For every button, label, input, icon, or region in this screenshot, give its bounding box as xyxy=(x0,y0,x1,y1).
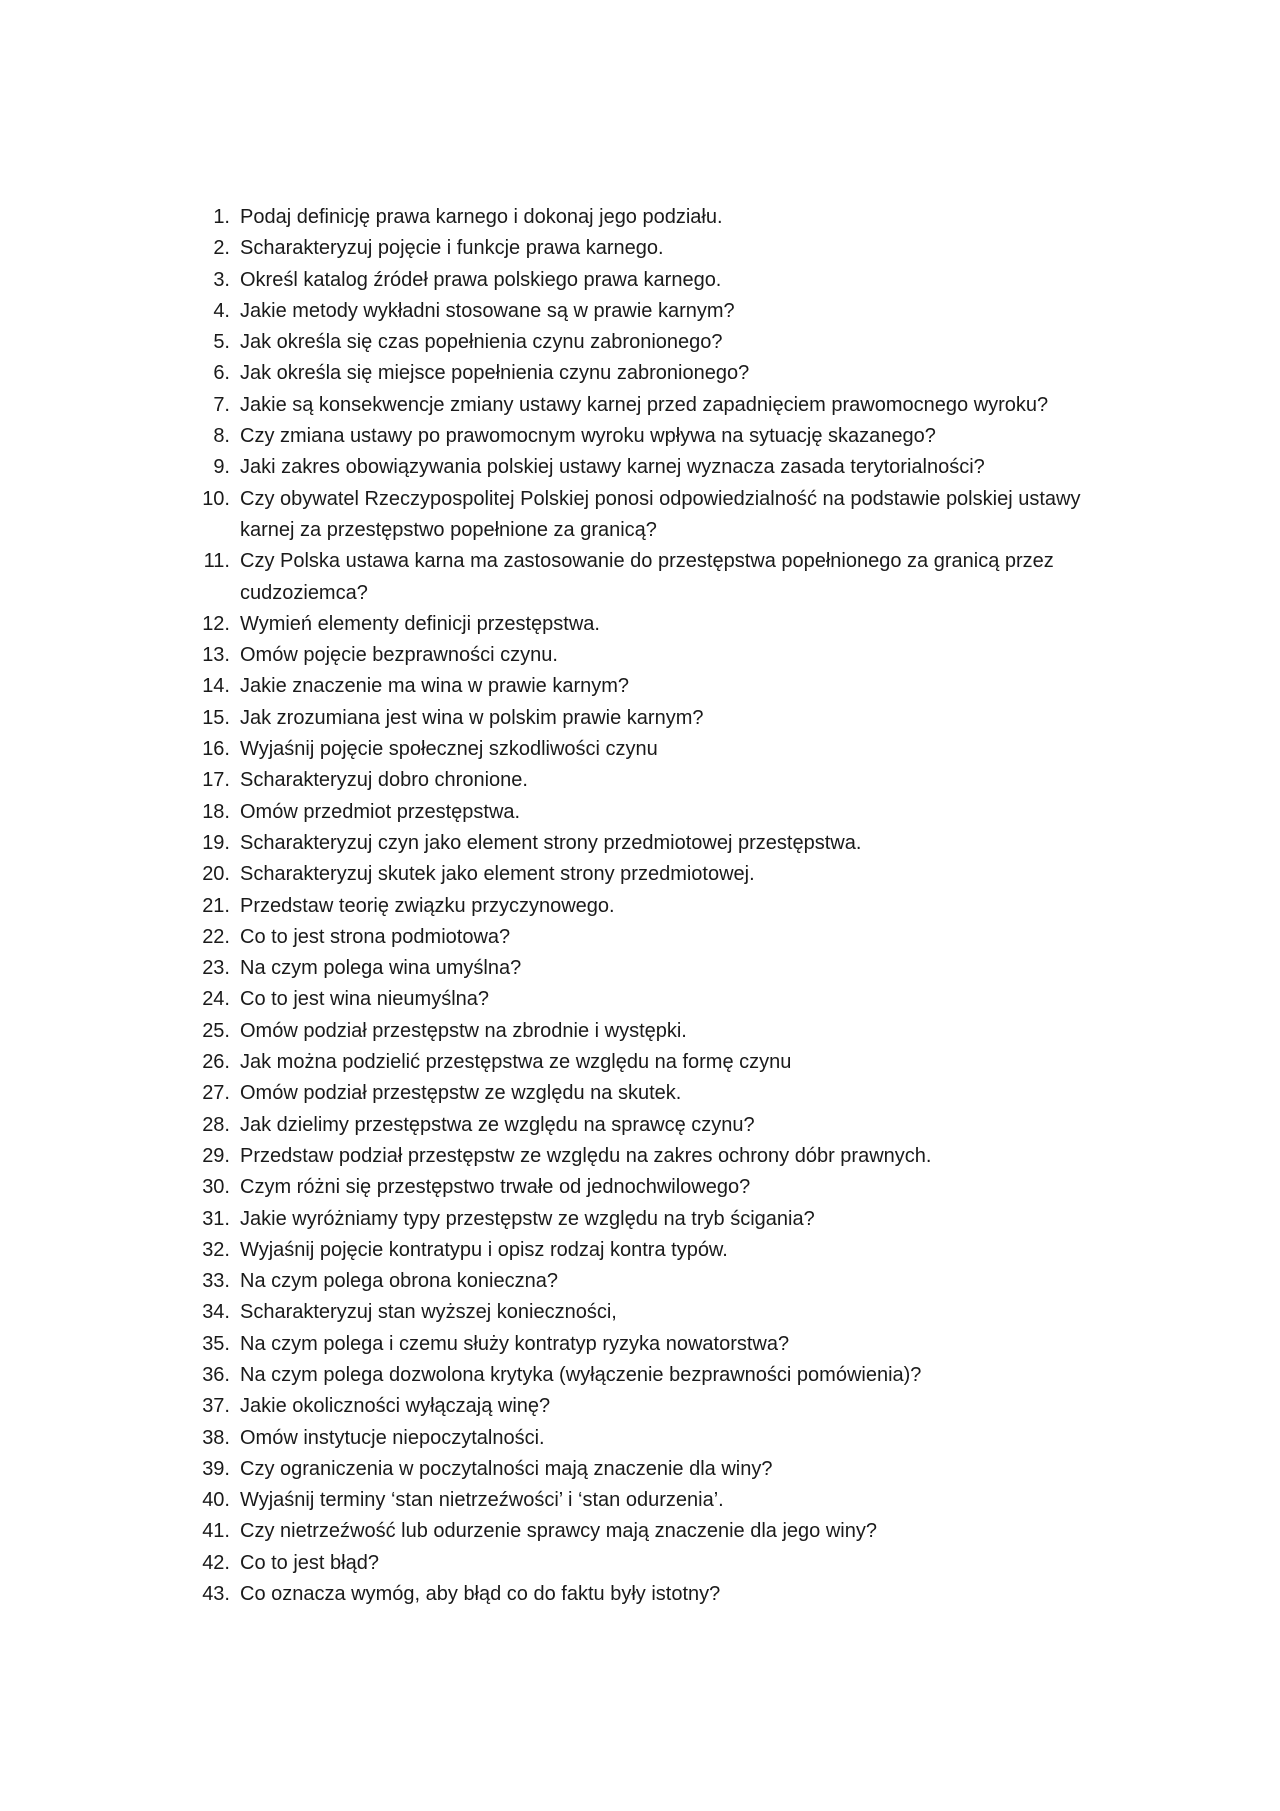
question-number: 12. xyxy=(202,612,230,635)
question-text: Przedstaw teorię związku przyczynowego. xyxy=(240,894,615,917)
question-item xyxy=(180,1391,1100,1422)
question-number: 1. xyxy=(213,206,230,228)
question-text: Co oznacza wymóg, aby błąd co do faktu były istotny? xyxy=(240,1583,721,1606)
question-text: Czy nietrzeźwość lub odurzenie sprawcy mają znaczenie dla jego winy? xyxy=(240,1520,877,1543)
question-text: Jakie metody wykładni stosowane są w prawie karnym? xyxy=(240,299,735,322)
question-text: Omów pojęcie bezprawności czynu. xyxy=(240,644,558,667)
question-item xyxy=(180,296,1100,327)
question-item xyxy=(180,1423,1100,1454)
question-text: Scharakteryzuj dobro chronione. xyxy=(240,769,528,792)
question-item xyxy=(180,609,1100,640)
question-item xyxy=(180,1548,1100,1579)
question-list xyxy=(180,202,1100,1610)
question-item xyxy=(180,1078,1100,1109)
question-item xyxy=(180,1016,1100,1047)
question-number: 21. xyxy=(202,894,230,917)
question-number: 5. xyxy=(213,331,230,354)
question-number: 20. xyxy=(202,863,230,886)
question-text: Wyjaśnij pojęcie kontratypu i opisz rodzaj kontra typów. xyxy=(240,1238,728,1261)
question-text: Wyjaśnij terminy ‘stan nietrzeźwości’ i ‘stan odurzenia’. xyxy=(240,1489,724,1512)
question-number: 26. xyxy=(202,1051,230,1074)
question-text: Jakie są konsekwencje zmiany ustawy karnej przed zapadnięciem prawomocnego wyroku? xyxy=(240,393,1049,416)
question-item xyxy=(180,327,1100,358)
question-number: 32. xyxy=(202,1238,230,1261)
question-number: 8. xyxy=(213,425,230,448)
question-text: Podaj definicję prawa karnego i dokonaj jego podziału. xyxy=(240,206,723,228)
question-text: Jakie znaczenie ma wina w prawie karnym? xyxy=(240,675,630,698)
question-item xyxy=(180,1360,1100,1391)
question-text: Wyjaśnij pojęcie społecznej szkodliwości czynu xyxy=(240,738,658,761)
question-number: 39. xyxy=(202,1457,230,1480)
question-item xyxy=(180,734,1100,765)
question-item xyxy=(180,1297,1100,1328)
question-number: 34. xyxy=(202,1301,230,1324)
question-number: 23. xyxy=(202,957,230,980)
question-text: Jaki zakres obowiązywania polskiej ustawy karnej wyznacza zasada terytorialności? xyxy=(240,456,985,479)
question-item xyxy=(180,358,1100,389)
question-item xyxy=(180,765,1100,796)
question-text: Jakie okoliczności wyłączają winę? xyxy=(240,1395,551,1418)
question-number: 43. xyxy=(202,1583,230,1606)
question-number: 11. xyxy=(203,550,230,573)
question-item xyxy=(180,390,1100,421)
question-text: Scharakteryzuj pojęcie i funkcje prawa karnego. xyxy=(240,237,664,260)
question-number: 16. xyxy=(202,738,230,761)
question-number: 28. xyxy=(202,1113,230,1136)
question-number: 2. xyxy=(213,237,230,260)
question-text: Scharakteryzuj stan wyższej konieczności, xyxy=(240,1301,617,1324)
question-item xyxy=(180,421,1100,452)
question-item xyxy=(180,233,1100,264)
question-item xyxy=(180,922,1100,953)
question-number: 40. xyxy=(202,1489,230,1512)
question-text: Na czym polega dozwolona krytyka (wyłączenie bezprawności pomówienia)? xyxy=(240,1363,922,1386)
question-number: 4. xyxy=(213,299,230,322)
question-item xyxy=(180,703,1100,734)
question-item xyxy=(180,1485,1100,1516)
question-item xyxy=(180,452,1100,483)
question-number: 42. xyxy=(202,1551,230,1574)
question-text: Czy Polska ustawa karna ma zastosowanie do przestępstwa popełnionego za granicą przez cudzoziemca? xyxy=(240,550,1054,604)
question-text: Co to jest strona podmiotowa? xyxy=(240,925,511,948)
question-item xyxy=(180,828,1100,859)
question-text: Czy obywatel Rzeczypospolitej Polskiej ponosi odpowiedzialność na podstawie polskiej ustawy karnej za przestępstwo popełnione za granicą? xyxy=(240,487,1081,541)
question-text: Przedstaw podział przestępstw ze względu na zakres ochrony dóbr prawnych. xyxy=(240,1144,932,1167)
question-item xyxy=(180,1047,1100,1078)
question-text: Określ katalog źródeł prawa polskiego prawa karnego. xyxy=(240,268,722,291)
question-item xyxy=(180,953,1100,984)
question-text: Na czym polega wina umyślna? xyxy=(240,957,522,980)
question-number: 36. xyxy=(202,1363,230,1386)
question-text: Jak dzielimy przestępstwa ze względu na sprawcę czynu? xyxy=(240,1113,755,1136)
question-text: Na czym polega obrona konieczna? xyxy=(240,1270,558,1293)
question-text: Omów przedmiot przestępstwa. xyxy=(240,800,521,823)
question-item xyxy=(180,1235,1100,1266)
question-text: Omów instytucje niepoczytalności. xyxy=(240,1426,545,1449)
question-item xyxy=(180,797,1100,828)
question-item xyxy=(180,484,1100,547)
question-number: 38. xyxy=(202,1426,230,1449)
question-text: Co to jest wina nieumyślna? xyxy=(240,988,490,1011)
question-item xyxy=(180,1204,1100,1235)
question-text: Omów podział przestępstw ze względu na skutek. xyxy=(240,1082,682,1105)
question-item xyxy=(180,1516,1100,1547)
question-item xyxy=(180,265,1100,296)
question-number: 31. xyxy=(202,1207,230,1230)
question-item xyxy=(180,859,1100,890)
question-text: Omów podział przestępstw na zbrodnie i występki. xyxy=(240,1019,687,1042)
question-text: Czy ograniczenia w poczytalności mają znaczenie dla winy? xyxy=(240,1457,773,1480)
question-text: Scharakteryzuj czyn jako element strony przedmiotowej przestępstwa. xyxy=(240,831,862,854)
question-number: 29. xyxy=(202,1144,230,1167)
question-item xyxy=(180,546,1100,609)
question-item xyxy=(180,1454,1100,1485)
question-text: Jak można podzielić przestępstwa ze względu na formę czynu xyxy=(240,1051,792,1074)
question-item xyxy=(180,984,1100,1015)
question-number: 30. xyxy=(202,1176,230,1199)
question-text: Co to jest błąd? xyxy=(240,1551,379,1574)
question-item xyxy=(180,640,1100,671)
question-item xyxy=(180,891,1100,922)
question-number: 13. xyxy=(202,644,230,667)
question-item xyxy=(180,1172,1100,1203)
question-number: 27. xyxy=(202,1082,230,1105)
question-number: 14. xyxy=(202,675,230,698)
question-number: 25. xyxy=(202,1019,230,1042)
question-number: 22. xyxy=(202,925,230,948)
question-number: 19. xyxy=(202,831,230,854)
question-item xyxy=(180,1266,1100,1297)
question-number: 3. xyxy=(213,268,230,291)
question-number: 33. xyxy=(202,1270,230,1293)
question-number: 41. xyxy=(202,1520,230,1543)
question-number: 10. xyxy=(202,487,230,510)
question-text: Jak określa się czas popełnienia czynu zabronionego? xyxy=(240,331,723,354)
question-number: 24. xyxy=(202,988,230,1011)
question-item xyxy=(180,202,1100,233)
question-number: 9. xyxy=(213,456,230,479)
question-number: 17. xyxy=(202,769,230,792)
question-item xyxy=(180,1141,1100,1172)
question-text: Jakie wyróżniamy typy przestępstw ze względu na tryb ścigania? xyxy=(240,1207,815,1230)
question-number: 37. xyxy=(202,1395,230,1418)
question-item xyxy=(180,1110,1100,1141)
question-item xyxy=(180,1579,1100,1610)
question-text: Jak zrozumiana jest wina w polskim prawie karnym? xyxy=(240,706,704,729)
question-item xyxy=(180,1329,1100,1360)
question-text: Scharakteryzuj skutek jako element strony przedmiotowej. xyxy=(240,863,755,886)
question-text: Wymień elementy definicji przestępstwa. xyxy=(240,612,600,635)
question-number: 35. xyxy=(202,1332,230,1355)
question-text: Czy zmiana ustawy po prawomocnym wyroku wpływa na sytuację skazanego? xyxy=(240,425,936,448)
question-number: 15. xyxy=(202,706,230,729)
question-text: Na czym polega i czemu służy kontratyp ryzyka nowatorstwa? xyxy=(240,1332,790,1355)
question-text: Jak określa się miejsce popełnienia czynu zabronionego? xyxy=(240,362,750,385)
question-number: 6. xyxy=(213,362,230,385)
question-number: 7. xyxy=(213,393,230,416)
question-item xyxy=(180,671,1100,702)
question-number: 18. xyxy=(202,800,230,823)
question-text: Czym różni się przestępstwo trwałe od jednochwilowego? xyxy=(240,1176,751,1199)
